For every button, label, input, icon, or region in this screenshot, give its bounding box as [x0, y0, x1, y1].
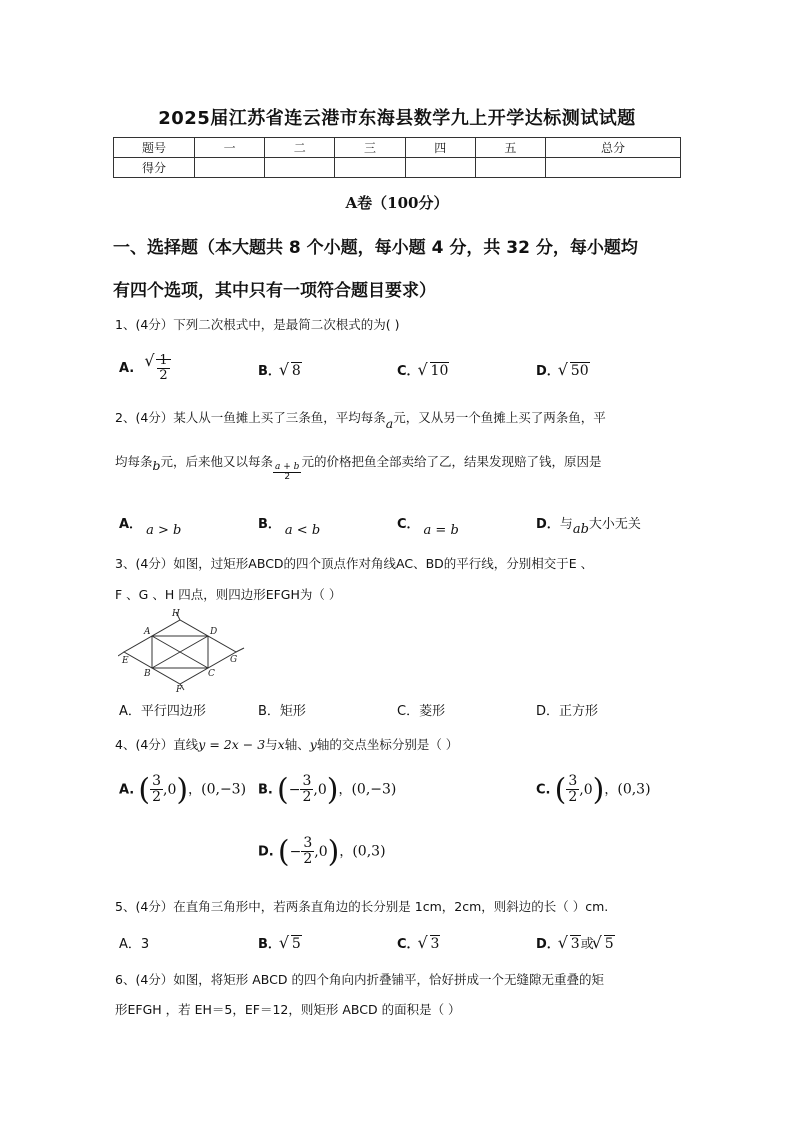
q4-stem	[115, 735, 695, 753]
row-label-cell: 得分	[114, 158, 195, 178]
frac-den: 2	[284, 472, 291, 482]
sqrt-expr	[560, 936, 581, 952]
frac-den: 2	[568, 789, 578, 805]
q4-option-a[interactable]	[119, 772, 246, 807]
q3-figure	[118, 606, 248, 692]
q5-stem: 5、(4分）在直角三角形中，若两条直角边的长分别是 1cm，2cm，则斜边的长（ ）cm.	[115, 899, 609, 914]
var-a: a	[385, 416, 394, 431]
header-cell: 题号	[114, 138, 195, 158]
q2-option-b[interactable]	[258, 513, 321, 538]
option-label: D．	[536, 937, 560, 952]
option-label: B．	[258, 364, 281, 379]
radicand: 3	[430, 936, 440, 952]
section1-heading-line1: 一、选择题（本大题共 8 个小题，每小题 4 分，共 32 分，每小题均	[113, 238, 638, 258]
score-cell[interactable]	[195, 158, 265, 178]
page-title: 2025届江苏省连云港市东海县数学九上开学达标测试试题	[158, 108, 636, 129]
section1-heading-line2: 有四个选项，其中只有一项符合题目要求）	[113, 281, 436, 301]
point-tail: ,0	[163, 781, 177, 798]
score-table-header-row	[114, 138, 681, 158]
option-label: A.	[119, 361, 135, 377]
frac-num: 3	[302, 773, 312, 790]
q5-option-c[interactable]	[397, 933, 440, 952]
second-point: (0,3)	[617, 781, 651, 798]
q4-option-d[interactable]	[258, 834, 386, 869]
q3-stem-line1: 3、(4分）如图，过矩形ABCD的四个顶点作对角线AC、BD的平行线，分别相交于E 、	[115, 556, 594, 571]
q3-option-c[interactable]: C．菱形	[397, 704, 446, 719]
score-cell[interactable]	[475, 158, 545, 178]
text: 轴、	[284, 737, 310, 752]
point-expr: (− $\frac{3}{2}$ ,0)	[277, 834, 340, 869]
score-cell[interactable]	[546, 158, 681, 178]
fraction	[273, 463, 301, 483]
option-label: C．	[397, 517, 420, 532]
frac-den: 2	[159, 367, 168, 383]
text: 元的价格把鱼全部卖给了乙，结果发现赔了钱，原因是	[301, 454, 602, 469]
score-table	[113, 137, 681, 178]
comma: ，	[604, 782, 618, 798]
header-cell: 四	[405, 138, 475, 158]
q1-option-b[interactable]	[258, 360, 302, 379]
text: 轴的交点坐标分别是（ ）	[316, 737, 459, 752]
point-tail: ,0	[313, 781, 327, 798]
radicand: 5	[604, 936, 614, 952]
second-point: (0,−3)	[201, 781, 247, 798]
text: 与	[265, 737, 278, 752]
sign: −	[289, 843, 302, 860]
option-label: C．	[397, 364, 420, 379]
option-label: A.	[119, 782, 135, 798]
frac-num: 3	[303, 835, 313, 852]
header-cell: 总分	[546, 138, 681, 158]
second-point: (0,3)	[352, 843, 386, 860]
q3-stem-line2: F 、G 、H 四点，则四边形EFGH为（ ）	[115, 587, 342, 602]
q2-stem-line1	[115, 408, 695, 431]
text: 均每条	[115, 454, 153, 469]
second-point: (0,−3)	[351, 781, 397, 798]
text: 与	[559, 517, 573, 532]
point-expr: ( $\frac{3}{2}$ ,0)	[554, 772, 605, 807]
frac-den: 2	[303, 851, 313, 867]
label-d: D	[210, 627, 218, 637]
q1-option-d[interactable]	[536, 360, 590, 379]
q1-option-c[interactable]	[397, 360, 449, 379]
label-f: F	[176, 685, 183, 692]
sqrt-expr	[594, 936, 615, 952]
expr: a = b	[423, 523, 459, 538]
comma: ，	[338, 782, 352, 798]
label-e: E	[122, 656, 129, 666]
q3-option-b[interactable]: B．矩形	[258, 704, 306, 719]
option-label: D．	[536, 517, 560, 532]
frac-num: √ 1	[159, 353, 168, 368]
q1-stem: 1、(4分）下列二次根式中，是最简二次根式的为( )	[115, 317, 400, 332]
point-tail: ,0	[579, 781, 593, 798]
q2-option-a[interactable]	[119, 513, 182, 538]
q6-stem-line1: 6、(4分）如图，将矩形 ABCD 的四个角向内折叠铺平，恰好拼成一个无缝隙无重叠的矩	[115, 972, 604, 987]
text: 大小无关	[588, 517, 641, 532]
frac-den: 2	[152, 789, 162, 805]
q4-option-b[interactable]	[258, 772, 396, 807]
frac-num: 3	[152, 773, 162, 790]
radicand: 3	[570, 936, 580, 952]
label-b: B	[144, 669, 151, 679]
expr: a < b	[284, 523, 321, 538]
equation: y = 2x − 3	[198, 737, 266, 752]
sqrt-expr	[281, 363, 302, 379]
option-label: B．	[258, 937, 281, 952]
point-expr: ( $\frac{3}{2}$ ,0)	[138, 772, 189, 807]
sqrt-expr	[281, 936, 302, 952]
q4-option-c[interactable]	[536, 772, 651, 807]
sign: −	[288, 781, 301, 798]
q5-option-a[interactable]: A．3	[119, 937, 150, 952]
score-cell[interactable]	[335, 158, 405, 178]
sqrt-expr	[146, 354, 170, 382]
var-ab: ab	[572, 522, 589, 537]
q1-option-a[interactable]	[119, 354, 171, 382]
q6-stem-line2: 形EFGH ，若 EH＝5，EF＝12，则矩形 ABCD 的面积是（ ）	[115, 1002, 461, 1017]
text: 4、(4分）直线	[115, 737, 199, 752]
text: 元，又从另一个鱼摊上买了两条鱼，平	[393, 410, 606, 425]
section-a-heading: A卷（100分）	[345, 194, 449, 212]
comma: ，	[188, 782, 202, 798]
radicand: 50	[570, 363, 589, 379]
expr: a > b	[146, 523, 182, 538]
sqrt-expr	[560, 363, 590, 379]
q3-option-d[interactable]: D．正方形	[536, 704, 599, 719]
option-label: D.	[258, 844, 274, 860]
var-x: x	[277, 737, 285, 752]
score-cell[interactable]	[405, 158, 475, 178]
var-b: b	[152, 458, 161, 473]
option-label: B.	[258, 782, 273, 798]
label-c: C	[208, 669, 215, 679]
point-tail: ,0	[314, 843, 328, 860]
label-h: H	[172, 609, 180, 619]
label-g: G	[230, 655, 238, 665]
q2-option-d[interactable]	[536, 513, 641, 537]
extension-g	[236, 648, 244, 652]
q2-option-c[interactable]	[397, 513, 459, 538]
score-table-score-row	[114, 158, 681, 178]
score-cell[interactable]	[265, 158, 335, 178]
frac-num: 3	[568, 773, 578, 790]
option-label: B．	[258, 517, 281, 532]
frac-den: 2	[302, 789, 312, 805]
header-cell: 三	[335, 138, 405, 158]
q3-option-a[interactable]: A．平行四边形	[119, 704, 206, 719]
q2-stem-line2	[115, 452, 695, 482]
option-label: C．	[397, 937, 420, 952]
header-cell: 二	[265, 138, 335, 158]
sqrt-expr	[420, 363, 450, 379]
label-a: A	[144, 627, 151, 637]
option-label: A．	[119, 517, 143, 532]
q5-option-d[interactable]	[536, 933, 615, 952]
text: 2、(4分）某人从一鱼摊上买了三条鱼，平均每条	[115, 410, 386, 425]
radicand: 5	[291, 936, 301, 952]
option-label: D．	[536, 364, 560, 379]
q5-option-b[interactable]	[258, 933, 302, 952]
sqrt-expr	[420, 936, 441, 952]
header-cell: 五	[475, 138, 545, 158]
header-cell: 一	[195, 138, 265, 158]
frac-num: a + b	[275, 461, 300, 472]
radicand: 8	[291, 363, 301, 379]
radicand: 10	[430, 363, 449, 379]
point-expr: (− $\frac{3}{2}$ ,0)	[277, 772, 339, 807]
var-y: y	[309, 737, 317, 752]
text-or: 或	[580, 937, 594, 952]
comma: ，	[339, 844, 353, 860]
text: 元，后来他又以每条	[160, 454, 274, 469]
option-label: C.	[536, 782, 551, 798]
